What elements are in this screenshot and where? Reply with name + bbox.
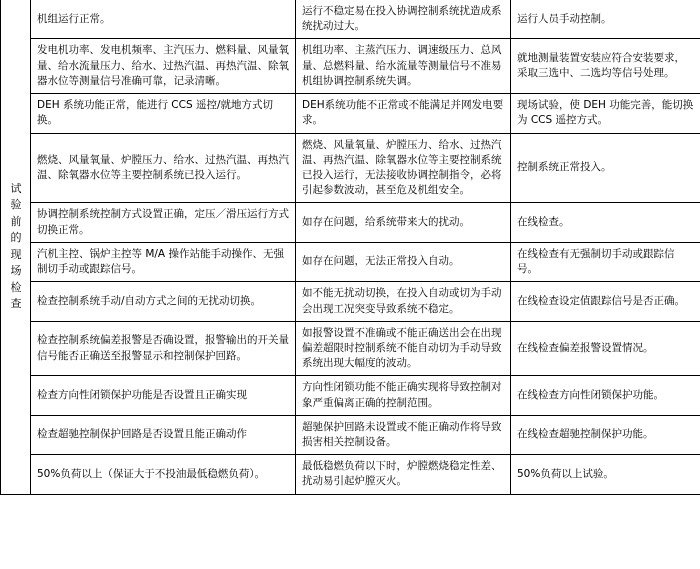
inspection-item: DEH 系统功能正常，能进行 CCS 遥控/就地方式切换。 [31,94,296,133]
risk-description: 运行不稳定易在投入协调控制系统扰造成系统扰动过大。 [296,0,511,39]
inspection-item: 协调控制系统控制方式设置正确，定压／滑压运行方式切换正常。 [31,203,296,242]
table-row [1,376,700,415]
table-row [1,455,700,494]
risk-description: 最低稳燃负荷以下时，炉膛燃烧稳定性差、扰动易引起炉膛灭火。 [296,455,511,494]
risk-description: 方向性闭锁功能不能正确实现将导致控制对象严重偏离正确的控制范围。 [296,376,511,415]
risk-description: 机组功率、主蒸汽压力、调速级压力、总风量、总燃料量、给水流量等测量信号不准易机组协调控制系统失调。 [296,39,511,94]
measure-description: 在线检查有无强制切手动或跟踪信号。 [511,242,700,281]
table-body [1,0,700,494]
inspection-item: 燃烧、风量氧量、炉膛压力、给水、过热汽温、再热汽温、除氧器水位等主要控制系统已投入运行。 [31,133,296,203]
inspection-item: 机组运行正常。 [31,0,296,39]
risk-description: DEH系统功能不正常或不能满足并网发电要求。 [296,94,511,133]
measure-description: 控制系统正常投入。 [511,133,700,203]
measure-description: 现场试验，使 DEH 功能完善，能切换为 CCS 遥控方式。 [511,94,700,133]
measure-description: 就地测量装置安装应符合安装要求，采取三选中、二选均等信号处理。 [511,39,700,94]
risk-description: 超驰保护回路未设置或不能正确动作将导致损害相关控制设备。 [296,415,511,454]
risk-description: 燃烧、风量氧量、炉膛压力、给水、过热汽温、再热汽温、除氧器水位等主要控制系统已投入运行，无法接收协调控制指令，必将引起参数波动，甚至危及机组安全。 [296,133,511,203]
table-row [1,39,700,94]
table-row [1,321,700,376]
measure-description: 在线检查偏差报警设置情况。 [511,321,700,376]
table-row [1,415,700,454]
risk-description: 如存在问题，无法正常投入自动。 [296,242,511,281]
table-row [1,94,700,133]
risk-description: 如不能无扰动切换，在投入自动或切为手动会出现工况突变导致系统不稳定。 [296,282,511,321]
inspection-item: 检查控制系统偏差报警是否确设置，报警输出的开关量信号能否正确送至报警显示和控制保护回路。 [31,321,296,376]
inspection-item: 汽机主控、锅炉主控等 M/A 操作站能手动操作、无强制切手动或跟踪信号。 [31,242,296,281]
table-row [1,242,700,281]
table-row [1,0,700,39]
table-row [1,133,700,203]
category-label: 试验前的现场检查 [10,181,22,311]
risk-description: 如报警设置不准确或不能正确送出会在出现偏差超限时控制系统不能自动切为手动导致系统出现大幅度的波动。 [296,321,511,376]
inspection-item: 检查方向性闭锁保护功能是否设置且正确实现 [31,376,296,415]
inspection-item: 50%负荷以上（保证大于不投油最低稳燃负荷）。 [31,455,296,494]
inspection-item: 检查控制系统手动/自动方式之间的无扰动切换。 [31,282,296,321]
table-row [1,203,700,242]
measure-description: 运行人员手动控制。 [511,0,700,39]
inspection-item: 发电机功率、发电机频率、主汽压力、燃料量、风量氧量、给水流量压力、给水、过热汽温、再热汽温、除氧器水位等测量信号准确可靠，记录清晰。 [31,39,296,94]
measure-description: 50%负荷以上试验。 [511,455,700,494]
measure-description: 在线检查设定值跟踪信号是否正确。 [511,282,700,321]
risk-description: 如存在问题，给系统带来大的扰动。 [296,203,511,242]
inspection-item: 检查超驰控制保护回路是否设置且能正确动作 [31,415,296,454]
measure-description: 在线检查超驰控制保护功能。 [511,415,700,454]
measure-description: 在线检查。 [511,203,700,242]
table-row [1,282,700,321]
measure-description: 在线检查方向性闭锁保护功能。 [511,376,700,415]
category-cell [1,0,31,494]
